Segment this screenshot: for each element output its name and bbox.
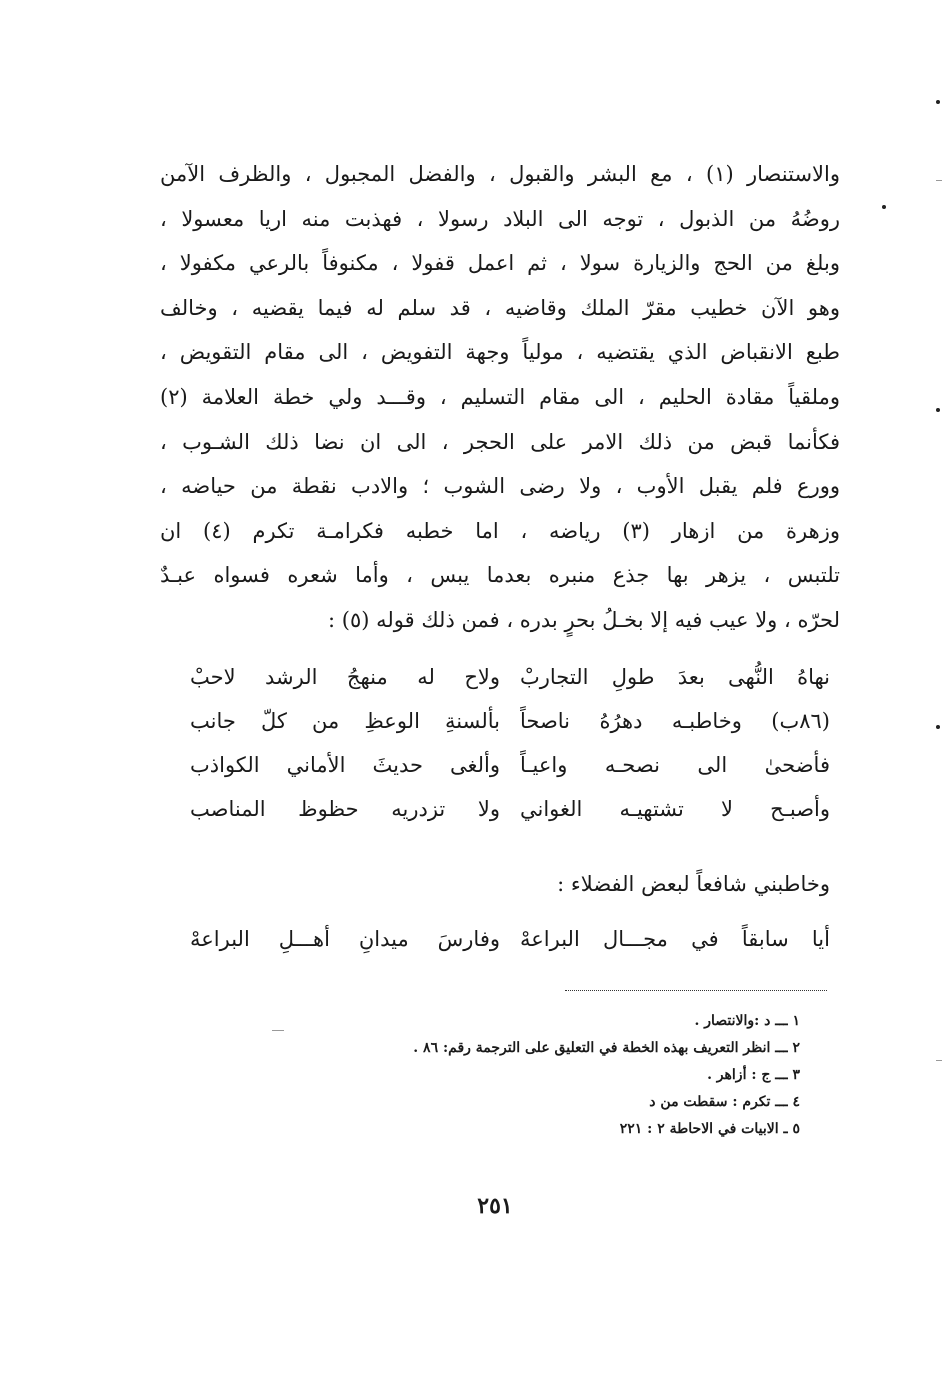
footnotes: [330, 1008, 800, 1143]
verse-5: [190, 917, 830, 961]
scan-mark: [936, 180, 942, 181]
verse-4: [190, 787, 830, 831]
verse-second-hemistich: ولاح له منهجُ الرشد لاحبْ: [190, 665, 500, 689]
verse-first-hemistich: نهاهُ النُّهى بعدَ طولِ التجاربْ: [520, 665, 830, 689]
prose-line-8: وورع فلم يقبل الأوب ، ولا رضى الشوب ؛ والادب نقطة من حياضه ،: [160, 474, 840, 499]
second-poem-block: [190, 917, 830, 961]
prose-line-2: روضُهُ من الذبول ، توجه الى البلاد رسولا ، فهذبت منه اريا معسولا ،: [160, 206, 840, 231]
prose-paragraph: [160, 152, 840, 643]
footnote-2: ٢ ـــ انظر التعريف بهذه الخطة في التعليق على الترجمة رقم: ٨٦ .: [413, 1040, 800, 1056]
scan-mark: [272, 1030, 284, 1031]
scan-speck: [936, 100, 940, 104]
footnote-4: ٤ ـــ تكرم : سقطت من د: [649, 1094, 800, 1110]
footnote-separator: [565, 990, 827, 991]
verse-1: [190, 655, 830, 699]
verse-second-hemistich: ولا تزدريه حظوظ المناصب: [190, 797, 500, 821]
prose-line-5: طبع الانقباض الذي يقتضيه ، مولياً وجهة التفويض ، الى مقام التقويض ،: [160, 340, 840, 365]
scan-mark: [936, 1060, 942, 1061]
scan-speck: [936, 408, 940, 412]
verse-first-hemistich: وأصبـح لا تشتهيـه الغواني: [520, 797, 830, 821]
verse-first-hemistich: أيا سابقاً في مجـــال البراعهْ: [520, 927, 830, 951]
verse-second-hemistich: بألسنةِ الوعظِ من كلّ جانب: [190, 709, 500, 733]
verse-second-hemistich: وفارسَ ميدانِ أهـــلِ البراعهْ: [190, 927, 500, 951]
prose-line-11: لحرّه ، ولا عيب فيه إلا بخـلُ بحرٍ بدره ، فمن ذلك قوله (٥) :: [328, 607, 840, 632]
verse-first-hemistich: فأضحىٰ الى نصحـه واعيـاً: [520, 753, 830, 777]
prose-line-6: وملقياً مقادة الحليم ، الى مقام التسليم ، وقـــد ولي خطة العلامة (٢): [160, 384, 840, 409]
prose-line-4: وهو الآن خطيب مقرّ الملك وقاضيه ، قد سلم له فيما يقضيه ، وخالف: [160, 295, 840, 320]
poem-intro-line: وخاطبني شافعاً لبعض الفضلاء :: [557, 872, 830, 896]
footnote-3: ٣ ـــ ج : أزاهر .: [707, 1067, 800, 1083]
verse-2: [190, 699, 830, 743]
footnote-5: ٥ ـ الابيات في الاحاطة ٢ : ٢٢١: [619, 1121, 800, 1137]
verse-second-hemistich: وألغى حديثَ الأماني الكواذب: [190, 753, 500, 777]
poem-block: [190, 655, 830, 831]
prose-line-9: وزهرة من ازهار (٣) رياضه ، اما خطبه فكرامـة تكرم (٤) ان: [160, 518, 840, 543]
prose-line-1: والاستنصار (١) ، مع البشر والقبول ، والفضل المجبول ، والظرف الآمن: [160, 162, 840, 186]
footnote-1: ١ ـــ د :والانتصار .: [694, 1013, 800, 1029]
verse-3: [190, 743, 830, 787]
prose-line-7: فكأنما قبض من ذلك الامر على الحجر ، الى ان نضا ذلك الشـوب ،: [160, 429, 840, 454]
scan-speck: [882, 205, 886, 209]
scan-speck: [936, 725, 940, 729]
page-number: ٢٥١: [477, 1193, 513, 1219]
prose-line-10: تلتبس ، يزهر بها جذع منبره بعدما يبس ، وأما شعره فسواه عبـدٌ: [160, 563, 840, 588]
prose-line-3: وبلغ من الحج والزيارة سولا ، ثم اعمل قفولا ، مكنوفاً بالرعي مكفولا ،: [160, 251, 840, 276]
verse-first-hemistich: (٨٦ب) وخاطبـه دهرُهُ ناصحاً: [520, 709, 830, 733]
